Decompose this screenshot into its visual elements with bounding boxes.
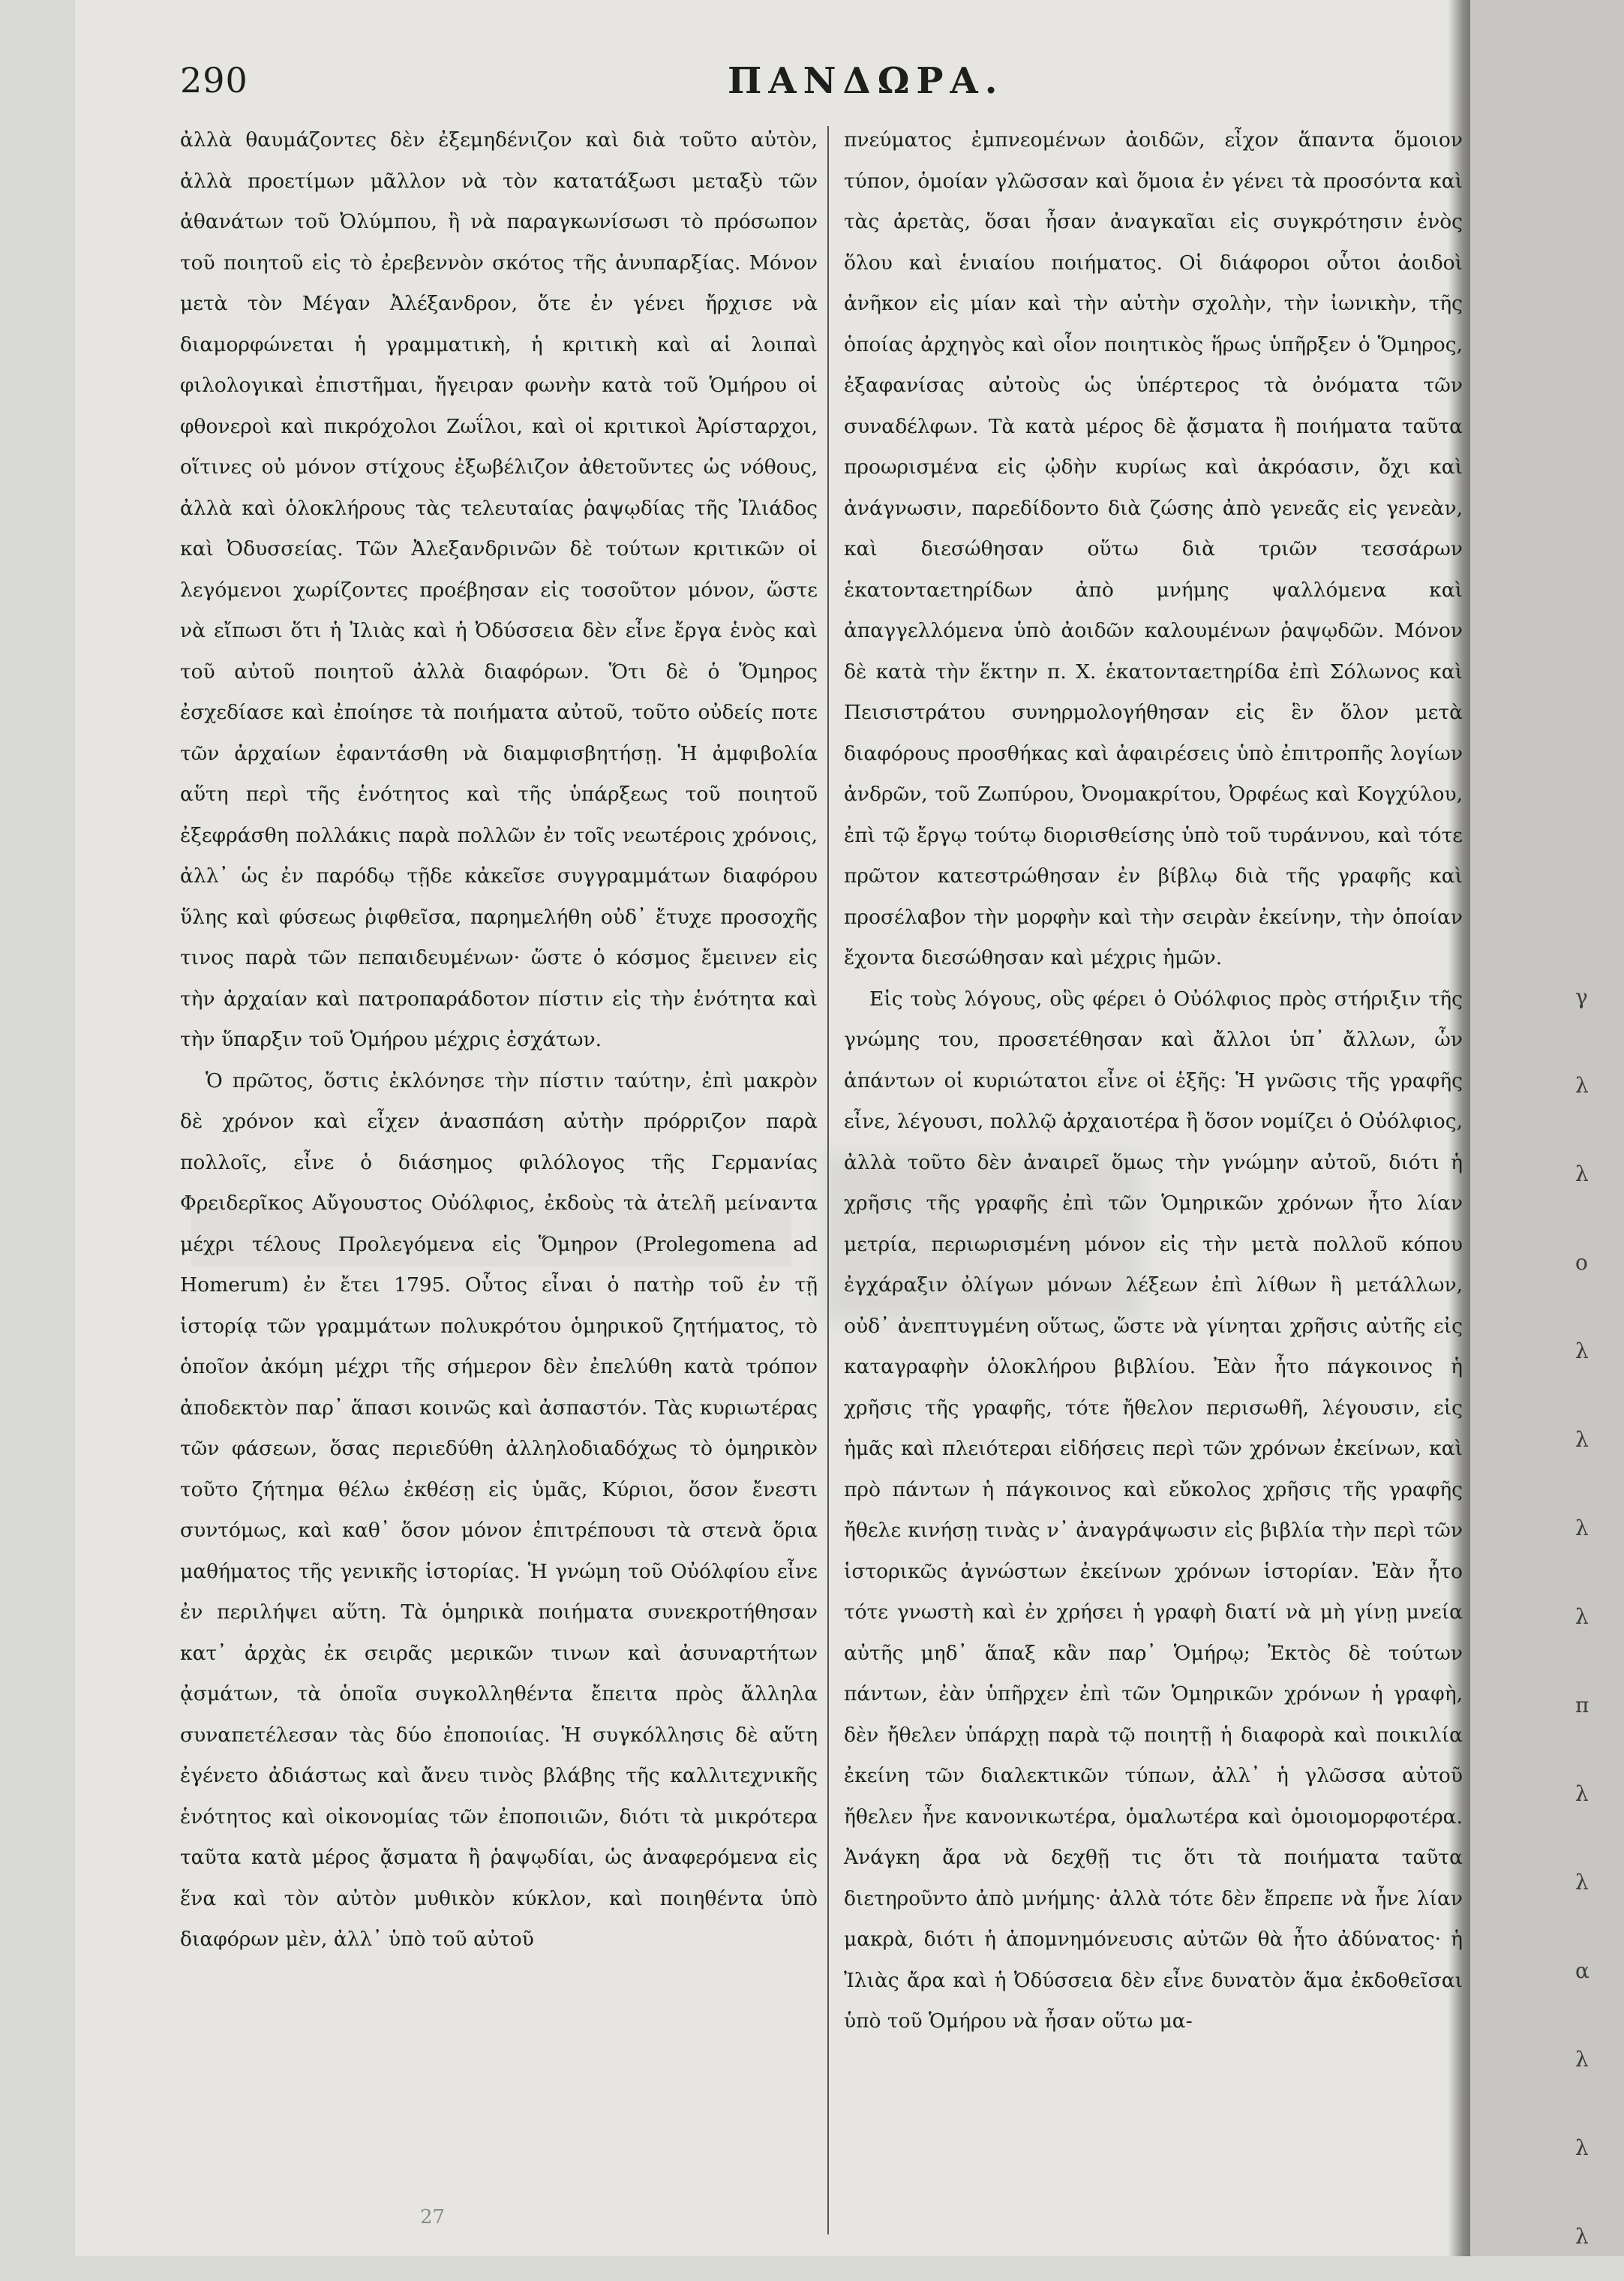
page-header bbox=[113, 60, 1440, 120]
margin-letter: λ bbox=[1575, 1870, 1589, 1895]
paragraph: πνεύματος ἐμπνεομένων ἀοιδῶν, εἶχον ἅπαντα ὅμοιον τύπον, ὁμοίαν γλῶσσαν καὶ ὅμοια ἐν γένει τὰ προσόντα καὶ τὰς ἀρετὰς, ὅσαι ἦσαν ἀναγκαῖαι εἰς συγκρότησιν ἑνὸς ὅλου καὶ ἑνιαίου ποιήματος. Οἱ διάφοροι οὗτοι ἀοιδοὶ ἀνῆκον εἰς μίαν καὶ τὴν αὐτὴν σχολὴν, τὴν ἰωνικὴν, τῆς ὁποίας ἀρχηγὸς καὶ οἷον ποιητικὸς ἥρως ὑπῆρξεν ὁ Ὅμηρος, ἐξαφανίσας αὐτοὺς ὡς ὑπέρτερος τὰ ὀνόματα τῶν συναδέλφων. Τὰ κατὰ μέρος δὲ ᾄσματα ἢ ποιήματα ταῦτα προωρισμένα εἰς ᾠδὴν κυρίως καὶ ἀκρόασιν, ὄχι καὶ ἀνάγνωσιν, παρεδίδοντο διὰ ζώσης ἀπὸ γενεᾶς εἰς γενεὰν, καὶ διεσώθησαν οὕτω διὰ τριῶν τεσσάρων ἑκατονταετηρίδων ἀπὸ μνήμης ψαλλόμενα καὶ ἀπαγγελλόμενα ὑπὸ ἀοιδῶν καλουμένων ῥαψῳδῶν. Μόνον δὲ κατὰ τὴν ἕκτην π. Χ. ἑκατονταετηρίδα ἐπὶ Σόλωνος καὶ Πεισιστράτου συνηρμολογήθησαν εἰς ἓν ὅλον μετὰ διαφόρους προσθήκας καὶ ἀφαιρέσεις ὑπὸ ἐπιτροπῆς λογίων ἀνδρῶν, τοῦ Ζωπύρου, Ὀνομακρίτου, Ὀρφέως καὶ Κογχύλου, ἐπὶ τῷ ἔργῳ τούτῳ διορισθείσης ὑπὸ τοῦ τυράννου, καὶ τότε πρῶτον κατεστρώθησαν ἐν βίβλῳ διὰ τῆς γραφῆς καὶ προσέλαβον τὴν μορφὴν καὶ τὴν σειρὰν ἐκείνην, τὴν ὁποίαν ἔχοντα διεσώθησαν καὶ μέχρις ἡμῶν. bbox=[844, 128, 1463, 969]
paragraph: Εἰς τοὺς λόγους, οὓς φέρει ὁ Οὐόλφιος πρὸς στήριξιν τῆς γνώμης του, προσετέθησαν καὶ ἄλλοι ὑπ᾽ ἄλλων, ὧν ἁπάντων οἱ κυριώτατοι εἶνε οἱ ἑξῆς: Ἡ γνῶσις τῆς γραφῆς εἶνε, λέγουσι, πολλῷ ἀρχαιοτέρα ἢ ὅσον νομίζει ὁ Οὐόλφιος, ἀλλὰ τοῦτο δὲν ἀναιρεῖ ὅμως τὴν γνώμην αὐτοῦ, διότι ἡ χρῆσις τῆς γραφῆς ἐπὶ τῶν Ὁμηρικῶν χρόνων ἦτο λίαν μετρία, περιωρισμένη μόνον εἰς τὴν μετὰ πολλοῦ κόπου ἐγχάραξιν ὀλίγων μόνων λέξεων ἐπὶ λίθων ἢ μετάλλων, οὐδ᾽ ἀνεπτυγμένη οὕτως, ὥστε νὰ γίνηται χρῆσις αὐτῆς εἰς καταγραφὴν ὁλοκλήρου βιβλίου. Ἐὰν ἦτο πάγκοινος ἡ χρῆσις τῆς γραφῆς, τότε ἤθελον περισωθῆ, λέγουσιν, εἰς ἡμᾶς καὶ πλειότεραι εἰδήσεις περὶ τῶν χρόνων ἐκείνων, καὶ πρὸ πάντων ἡ πάγκοινος καὶ εὔκολος χρῆσις τῆς γραφῆς ἤθελε κινήσῃ τινὰς ν᾽ ἀναγράψωσιν εἰς βιβλία τὴν περὶ τῶν ἱστορικῶς ἀγνώστων ἐκείνων χρόνων ἱστορίαν. Ἐὰν ἦτο τότε γνωστὴ καὶ ἐν χρήσει ἡ γραφὴ διατί νὰ μὴ γίνῃ μνεία αὐτῆς μηδ᾽ ἅπαξ κἂν παρ᾽ Ὁμήρῳ; Ἐκτὸς δὲ τούτων πάντων, ἐὰν ὑπῆρχεν ἐπὶ τῶν Ὁμηρικῶν χρόνων ἡ γραφὴ, δὲν ἤθελεν ὑπάρχῃ παρὰ τῷ ποιητῇ ἡ διαφορὰ καὶ ποικιλία ἐκείνη τῶν διαλεκτικῶν τύπων, ἀλλ᾽ ἡ γλῶσσα αὐτοῦ ἤθελεν ἦνε κανονικωτέρα, ὁμαλωτέρα καὶ ὁμοιομορφοτέρα. Ἀνάγκη ἄρα νὰ δεχθῇ τις ὅτι τὰ ποιήματα ταῦτα διετηροῦντο ἀπὸ μνήμης· ἀλλὰ τότε δὲν ἔπρεπε νὰ ἦνε λίαν μακρὰ, διότι ἡ ἀπομνημόνευσις αὐτῶν θὰ ἦτο ἀδύνατος· ἡ Ἰλιὰς ἄρα καὶ ἡ Ὀδύσσεια δὲν εἶνε δυνατὸν ἅμα ἐκδοθεῖσαι ὑπὸ τοῦ Ὁμήρου νὰ ἦσαν οὕτω μα- bbox=[844, 987, 1463, 2033]
paragraph: ἀλλὰ θαυμάζοντες δὲν ἐξεμηδένιζον καὶ διὰ τοῦτο αὐτὸν, ἀλλὰ προετίμων μᾶλλον νὰ τὸν κατατάξωσι μεταξὺ τῶν ἀθανάτων τοῦ Ὀλύμπου, ἢ νὰ παραγκωνίσωσι τὸ πρόσωπον τοῦ ποιητοῦ εἰς τὸ ἐρεβεννὸν σκότος τῆς ἀνυπαρξίας. Μόνον μετὰ τὸν Μέγαν Ἀλέξανδρον, ὅτε ἐν γένει ἤρχισε νὰ διαμορφώνεται ἡ γραμματικὴ, ἡ κριτικὴ καὶ αἱ λοιπαὶ φιλολογικαὶ ἐπιστῆμαι, ἤγειραν φωνὴν κατὰ τοῦ Ὁμήρου οἱ φθονεροὶ καὶ πικρόχολοι Ζωΐλοι, καὶ οἱ κριτικοὶ Ἀρίσταρχοι, οἵτινες οὐ μόνον στίχους ἐξωβέλιζον ἀθετοῦντες ὡς νόθους, ἀλλὰ καὶ ὁλοκλήρους τὰς τελευταίας ῥαψῳδίας τῆς Ἰλιάδος καὶ Ὀδυσσείας. Τῶν Ἀλεξανδρινῶν δὲ τούτων κριτικῶν οἱ λεγόμενοι χωρίζοντες προέβησαν εἰς τοσοῦτον μόνον, ὥστε νὰ εἴπωσι ὅτι ἡ Ἰλιὰς καὶ ἡ Ὀδύσσεια δὲν εἶνε ἔργα ἑνὸς καὶ τοῦ αὐτοῦ ποιητοῦ ἀλλὰ διαφόρων. Ὅτι δὲ ὁ Ὅμηρος ἐσχεδίασε καὶ ἐποίησε τὰ ποιήματα αὐτοῦ, τοῦτο οὐδείς ποτε τῶν ἀρχαίων ἐφαντάσθη νὰ διαμφισβητήσῃ. Ἡ ἀμφιβολία αὕτη περὶ τῆς ἑνότητος καὶ τῆς ὑπάρξεως τοῦ ποιητοῦ ἐξεφράσθη πολλάκις παρὰ πολλῶν ἐν τοῖς νεωτέροις χρόνοις, ἀλλ᾽ ὡς ἐν παρόδῳ τῇδε κἀκεῖσε συγγραμμάτων διαφόρου ὕλης καὶ φύσεως ῥιφθεῖσα, παρημελήθη οὐδ᾽ ἔτυχε προσοχῆς τινος παρὰ τῶν πεπαιδευμένων· ὥστε ὁ κόσμος ἔμεινεν εἰς τὴν ἀρχαίαν καὶ πατροπαράδοτον πίστιν εἰς τὴν ἑνότητα καὶ τὴν ὕπαρξιν τοῦ Ὁμήρου μέχρις ἐσχάτων. bbox=[180, 128, 818, 1051]
margin-letter: α bbox=[1575, 1958, 1589, 1983]
margin-letter: γ bbox=[1575, 984, 1588, 1009]
margin-letter: λ bbox=[1575, 1516, 1589, 1540]
margin-letter: λ bbox=[1575, 1162, 1589, 1186]
paragraph: Ὁ πρῶτος, ὅστις ἐκλόνησε τὴν πίστιν ταύτην, ἐπὶ μακρὸν δὲ χρόνον καὶ εἶχεν ἀνασπάση αὐτὴν πρόρριζον παρὰ πολλοῖς, εἶνε ὁ διάσημος φιλόλογος τῆς Γερμανίας Φρειδερῖκος Αὔγουστος Οὐόλφιος, ἐκδοὺς τὰ ἀτελῆ μείναντα μέχρι τέλους Προλεγόμενα εἰς Ὅμηρον (Prolegomena ad Homerum) ἐν ἔτει 1795. Οὗτος εἶναι ὁ πατὴρ τοῦ ἐν τῇ ἱστορίᾳ τῶν γραμμάτων πολυκρότου ὁμηρικοῦ ζητήματος, τὸ ὁποῖον ἀκόμη μέχρι τῆς σήμερον δὲν ἐπελύθη κατὰ τρόπον ἀποδεκτὸν παρ᾽ ἅπασι κοινῶς καὶ ἀσπαστόν. Τὰς κυριωτέρας τῶν φάσεων, ὅσας περιεδύθη ἀλληλοδιαδόχως τὸ ὁμηρικὸν τοῦτο ζήτημα θέλω ἐκθέσῃ εἰς ὑμᾶς, Κύριοι, ὅσον ἔνεστι συντόμως, καὶ καθ᾽ ὅσον μόνον ἐπιτρέπουσι τὰ στενὰ ὅρια μαθήματος τῆς γενικῆς ἱστορίας. Ἡ γνώμη τοῦ Οὐόλφίου εἶνε ἐν περιλήψει αὕτη. Τὰ ὁμηρικὰ ποιήματα συνεκροτήθησαν κατ᾽ ἀρχὰς ἐκ σειρᾶς μερικῶν τινων καὶ ἀσυναρτήτων ᾀσμάτων, τὰ ὁποῖα συγκολληθέντα ἔπειτα πρὸς ἄλληλα συναπετέλεσαν τὰς δύο ἐποποιίας. Ἡ συγκόλλησις δὲ αὕτη ἐγένετο ἀδιάστως καὶ ἄνευ τινὸς βλάβης τῆς καλλιτεχνικῆς ἑνότητος καὶ οἰκονομίας τῶν ἐποποιιῶν, διότι τὰ μικρότερα ταῦτα κατὰ μέρος ᾄσματα ἢ ῥαψῳδίαι, ὡς ἀναφερόμενα εἰς ἕνα καὶ τὸν αὐτὸν μυθικὸν κύκλον, καὶ ποιηθέντα ὑπὸ διαφόρων μὲν, ἀλλ᾽ ὑπὸ τοῦ αὐτοῦ bbox=[180, 1068, 818, 1951]
footer-mark: 27 bbox=[420, 2206, 446, 2228]
right-column bbox=[844, 120, 1463, 2042]
margin-letter: λ bbox=[1575, 2135, 1589, 2160]
margin-letter: λ bbox=[1575, 1604, 1589, 1629]
margin-letter: λ bbox=[1575, 1073, 1589, 1098]
margin-letter: λ bbox=[1575, 1427, 1589, 1452]
margin-letter: λ bbox=[1575, 1781, 1589, 1806]
running-title: ΠΑΝΔΩΡΑ. bbox=[728, 60, 1004, 102]
margin-letter: λ bbox=[1575, 2224, 1589, 2249]
margin-letter: π bbox=[1575, 1693, 1589, 1718]
margin-letter: λ bbox=[1575, 2047, 1589, 2072]
facing-page-letters bbox=[1575, 953, 1589, 2281]
page-number: 290 bbox=[180, 60, 248, 101]
left-column bbox=[180, 120, 818, 1961]
column-rule bbox=[827, 126, 829, 2234]
margin-letter: ο bbox=[1575, 1250, 1588, 1275]
margin-letter: λ bbox=[1575, 1339, 1589, 1363]
facing-page-edge bbox=[1470, 0, 1624, 2256]
